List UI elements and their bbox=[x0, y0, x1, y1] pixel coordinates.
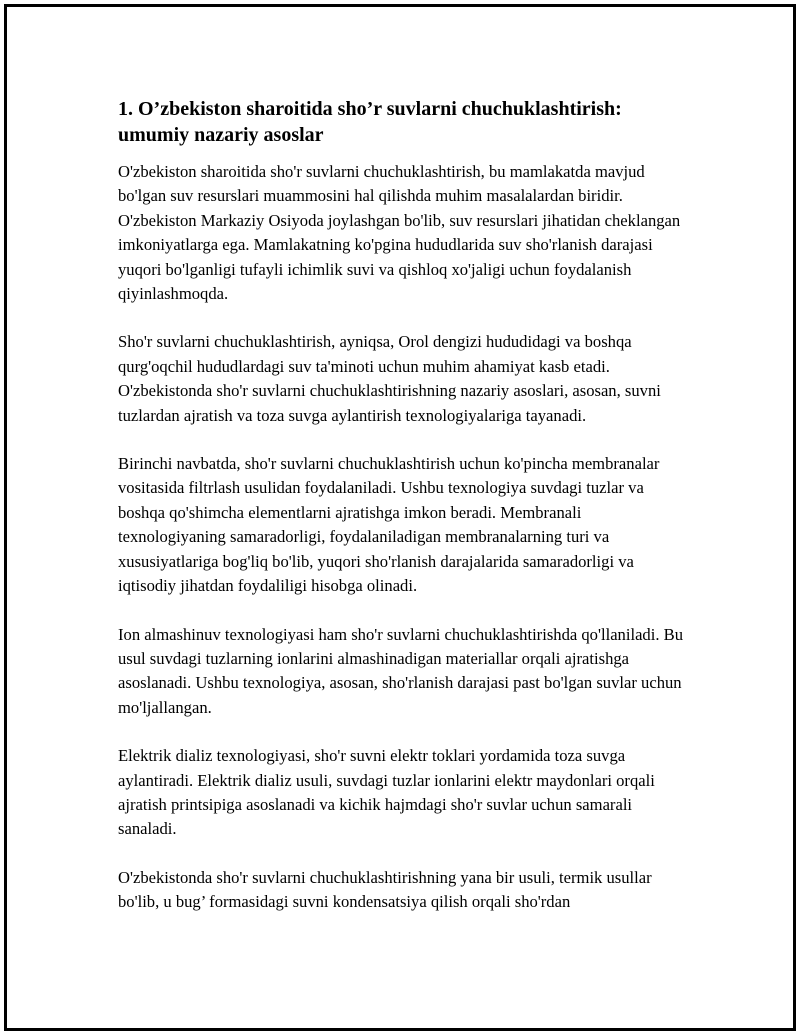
section-heading: 1. O’zbekiston sharoitida sho’r suvlarni chuchuklashtirish: umumiy nazariy asoslar bbox=[118, 98, 622, 146]
paragraph-6: O'zbekistonda sho'r suvlarni chuchuklashtirishning yana bir usuli, termik usullar bo'lib, u bug’ formasidagi suvni kondensatsiya qilish orqali sho'rdan bbox=[118, 867, 652, 912]
paragraph-5: Elektrik dializ texnologiyasi, sho'r suvni elektr toklari yordamida toza suvga aylantiradi. Elektrik dializ usuli, suvdagi tuzlar ionlarini elektr maydonlari orqali ajratish printsipiga asoslanadi va kichik hajmdagi sho'r suvlar uchun samarali sanaladi. bbox=[118, 746, 655, 839]
paragraph-3: Birinchi navbatda, sho'r suvlarni chuchuklashtirish uchun ko'pincha membranalar vositasida filtrlash usulidan foydalaniladi. Ushbu texnologiya suvdagi tuzlar va boshqa qo'shimcha elementlarni ajratishga imkon beradi. Membranali texnologiyaning samaradorligi, foydalaniladigan membranalarning turi va xususiyatlariga bog'liq bo'lib, yuqori sho'rlanish darajalarida samaradorligi va iqtisodiy jihatdan foydaliligi hisobga olinadi. bbox=[118, 454, 660, 596]
paragraph-1: O'zbekiston sharoitida sho'r suvlarni chuchuklashtirish, bu mamlakatda mavjud bo'lgan suv resurslari muammosini hal qilishda muhim masalalardan biridir. O'zbekiston Markaziy Osiyoda joylashgan bo'lib, suv resurslari jihatidan cheklangan imkoniyatlarga ega. Mamlakatning ko'pgina hududlarida suv sho'rlanish darajasi yuqori bo'lganligi tufayli ichimlik suvi va qishloq xo'jaligi uchun foydalanish qiyinlashmoqda. bbox=[118, 162, 681, 304]
document-body bbox=[118, 96, 688, 939]
paragraph-4: Ion almashinuv texnologiyasi ham sho'r suvlarni chuchuklashtirishda qo'llaniladi. Bu usul suvdagi tuzlarning ionlarini almashinadigan materiallar orqali ajratishga asoslanadi. Ushbu texnologiya, asosan, sho'rlanish darajasi past bo'lgan suvlar uchun mo'ljallangan. bbox=[118, 624, 684, 717]
paragraph-2: Sho'r suvlarni chuchuklashtirish, ayniqsa, Orol dengizi hududidagi va boshqa qurg'oqchil hududlardagi suv ta'minoti uchun muhim ahamiyat kasb etadi. O'zbekistonda sho'r suvlarni chuchuklashtirishning nazariy asoslari, asosan, suvni tuzlardan ajratish va toza suvga aylantirish texnologiyalariga tayanadi. bbox=[118, 332, 661, 425]
